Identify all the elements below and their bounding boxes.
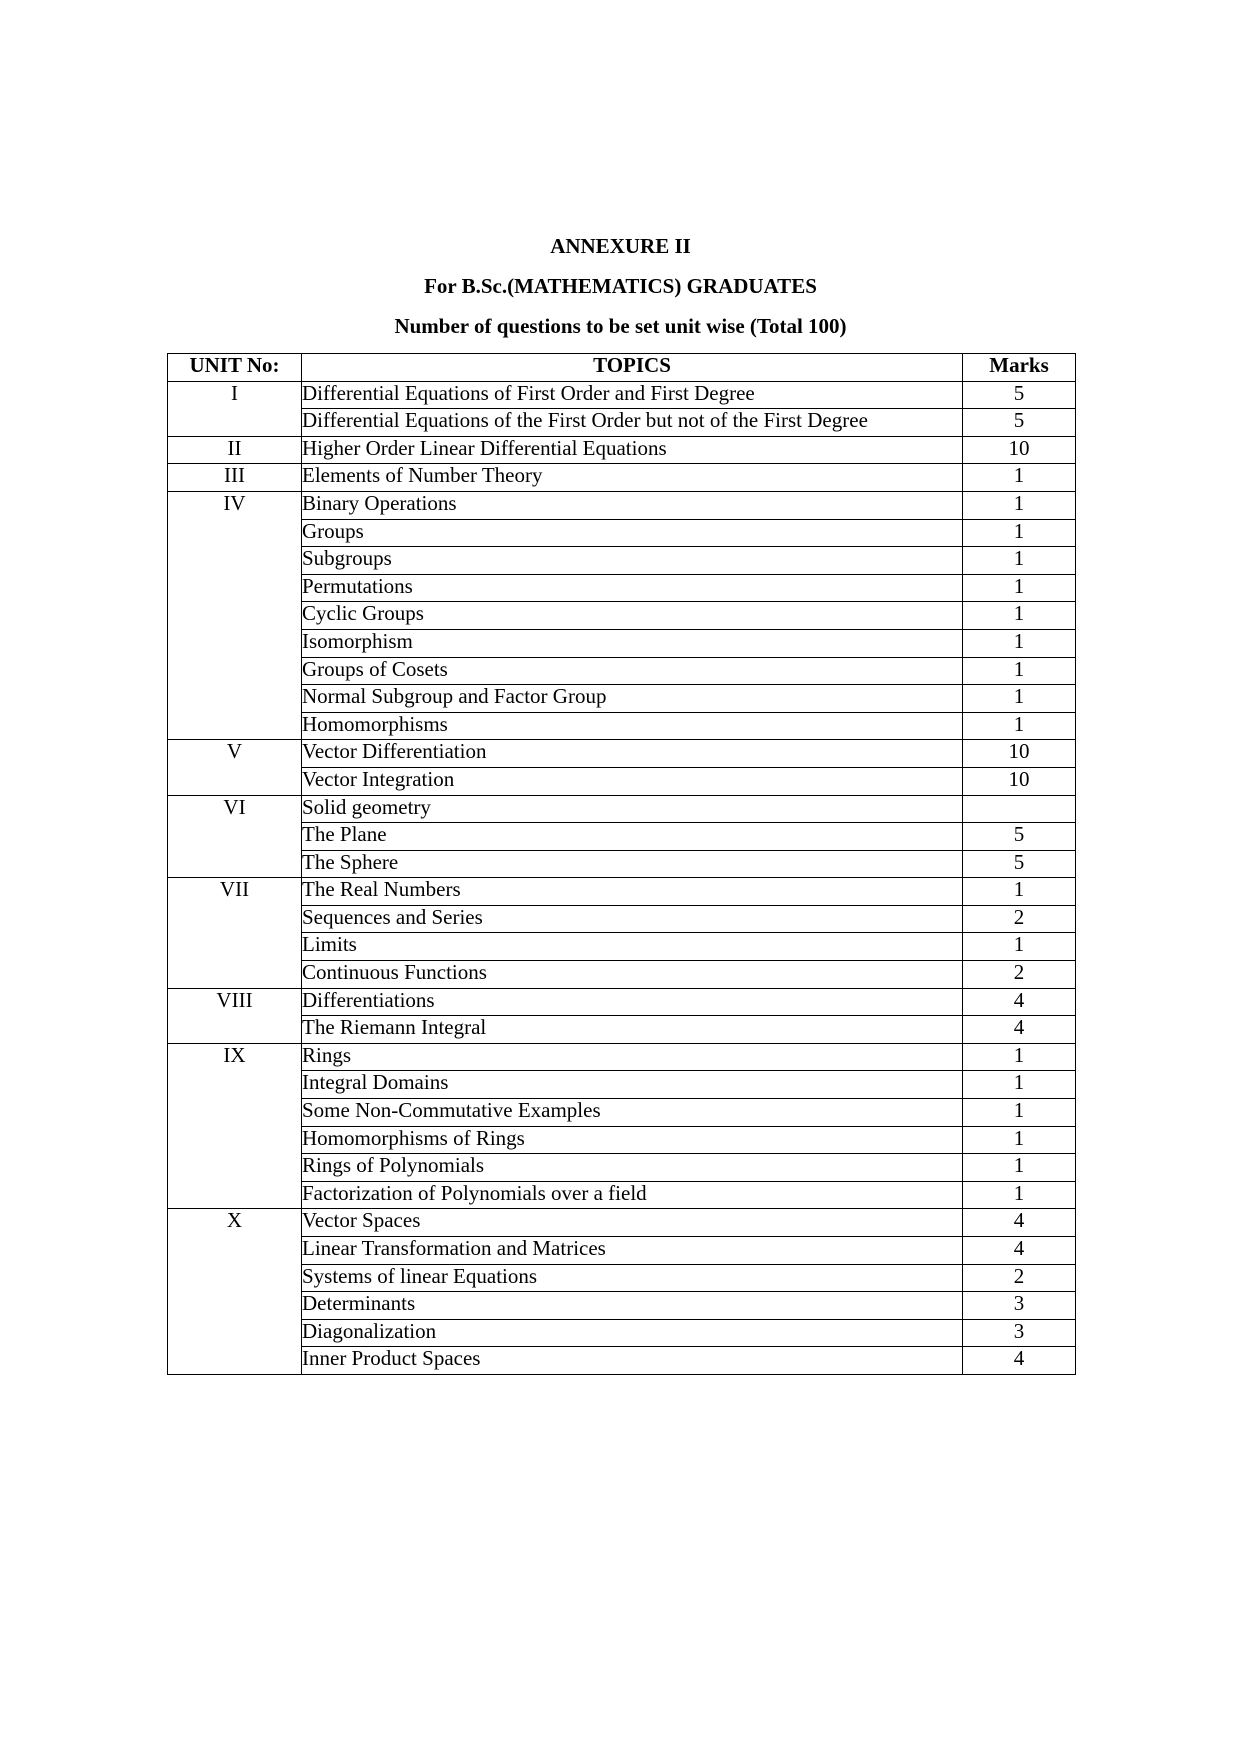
- unit-number: VI: [168, 795, 302, 878]
- topic-cell: Differential Equations of the First Order but not of the First Degree: [302, 409, 963, 437]
- unit-number: V: [168, 740, 302, 795]
- table-row: [168, 629, 1076, 657]
- unit-number: II: [168, 436, 302, 464]
- marks-cell: 4: [963, 1016, 1076, 1044]
- marks-cell: 1: [963, 519, 1076, 547]
- marks-cell: 5: [963, 823, 1076, 851]
- table-row: [168, 491, 1076, 519]
- marks-cell: 1: [963, 1126, 1076, 1154]
- topic-cell: Continuous Functions: [302, 961, 963, 989]
- table-row: [168, 1043, 1076, 1071]
- table-row: [168, 1016, 1076, 1044]
- marks-cell: 1: [963, 1154, 1076, 1182]
- table-row: [168, 1292, 1076, 1320]
- table-row: [168, 519, 1076, 547]
- marks-cell: 4: [963, 1237, 1076, 1265]
- marks-cell: 1: [963, 1043, 1076, 1071]
- table-row: [168, 905, 1076, 933]
- unit-number: IV: [168, 491, 302, 739]
- topic-cell: Diagonalization: [302, 1319, 963, 1347]
- unit-number: IX: [168, 1043, 302, 1209]
- topic-cell: Homomorphisms of Rings: [302, 1126, 963, 1154]
- table-row: [168, 795, 1076, 823]
- topic-cell: The Plane: [302, 823, 963, 851]
- table-row: [168, 657, 1076, 685]
- table-row: [168, 933, 1076, 961]
- marks-cell: 10: [963, 436, 1076, 464]
- topic-cell: Sequences and Series: [302, 905, 963, 933]
- table-row: [168, 1126, 1076, 1154]
- marks-column-header: Marks: [963, 354, 1076, 382]
- marks-cell: 1: [963, 629, 1076, 657]
- caption: Number of questions to be set unit wise (Total 100): [394, 314, 847, 338]
- marks-cell: 1: [963, 1071, 1076, 1099]
- table-row: [168, 850, 1076, 878]
- table-row: [168, 823, 1076, 851]
- marks-cell: 1: [963, 685, 1076, 713]
- marks-cell: 5: [963, 850, 1076, 878]
- topic-cell: Binary Operations: [302, 491, 963, 519]
- marks-cell: 1: [963, 878, 1076, 906]
- topic-cell: Differential Equations of First Order and First Degree: [302, 381, 963, 409]
- table-row: [168, 381, 1076, 409]
- topic-cell: Rings of Polynomials: [302, 1154, 963, 1182]
- marks-cell: 1: [963, 602, 1076, 630]
- topic-cell: Rings: [302, 1043, 963, 1071]
- table-row: [168, 1154, 1076, 1182]
- table-row: [168, 878, 1076, 906]
- table-row: [168, 712, 1076, 740]
- topic-cell: Permutations: [302, 574, 963, 602]
- syllabus-table: [167, 353, 1076, 1375]
- topic-cell: Subgroups: [302, 547, 963, 575]
- table-row: [168, 740, 1076, 768]
- marks-cell: 1: [963, 1099, 1076, 1127]
- marks-cell: 3: [963, 1319, 1076, 1347]
- table-row: [168, 1264, 1076, 1292]
- topic-cell: Vector Differentiation: [302, 740, 963, 768]
- marks-cell: 1: [963, 464, 1076, 492]
- topic-cell: Linear Transformation and Matrices: [302, 1237, 963, 1265]
- table-row: [168, 436, 1076, 464]
- marks-cell: 10: [963, 740, 1076, 768]
- topic-cell: Vector Integration: [302, 767, 963, 795]
- marks-cell: 2: [963, 905, 1076, 933]
- marks-cell: 4: [963, 1347, 1076, 1375]
- marks-cell: 1: [963, 574, 1076, 602]
- unit-number: VIII: [168, 988, 302, 1043]
- table-row: [168, 547, 1076, 575]
- table-row: [168, 1237, 1076, 1265]
- unit-column-header: UNIT No:: [168, 354, 302, 382]
- marks-cell: 4: [963, 988, 1076, 1016]
- topic-cell: Groups of Cosets: [302, 657, 963, 685]
- marks-cell: 1: [963, 1181, 1076, 1209]
- topic-cell: Solid geometry: [302, 795, 963, 823]
- marks-cell: [963, 795, 1076, 823]
- topic-cell: Cyclic Groups: [302, 602, 963, 630]
- table-row: [168, 1181, 1076, 1209]
- marks-cell: 1: [963, 933, 1076, 961]
- marks-cell: 5: [963, 409, 1076, 437]
- marks-cell: 2: [963, 961, 1076, 989]
- table-row: [168, 1099, 1076, 1127]
- subtitle: For B.Sc.(MATHEMATICS) GRADUATES: [424, 274, 817, 298]
- table-row: [168, 409, 1076, 437]
- unit-number: VII: [168, 878, 302, 988]
- annexure-title: ANNEXURE II: [550, 234, 691, 258]
- unit-number: I: [168, 381, 302, 436]
- table-header-row: [168, 354, 1076, 382]
- unit-number: III: [168, 464, 302, 492]
- table-row: [168, 988, 1076, 1016]
- topic-cell: Some Non-Commutative Examples: [302, 1099, 963, 1127]
- topic-cell: Vector Spaces: [302, 1209, 963, 1237]
- table-row: [168, 1347, 1076, 1375]
- marks-cell: 3: [963, 1292, 1076, 1320]
- topic-cell: The Sphere: [302, 850, 963, 878]
- topic-cell: The Riemann Integral: [302, 1016, 963, 1044]
- topics-column-header: TOPICS: [302, 354, 963, 382]
- table-row: [168, 464, 1076, 492]
- topic-cell: Inner Product Spaces: [302, 1347, 963, 1375]
- topic-cell: Differentiations: [302, 988, 963, 1016]
- marks-cell: 1: [963, 491, 1076, 519]
- table-row: [168, 602, 1076, 630]
- table-row: [168, 574, 1076, 602]
- table-row: [168, 1209, 1076, 1237]
- marks-cell: 10: [963, 767, 1076, 795]
- table-body: [168, 381, 1076, 1374]
- marks-cell: 2: [963, 1264, 1076, 1292]
- marks-cell: 4: [963, 1209, 1076, 1237]
- marks-cell: 5: [963, 381, 1076, 409]
- table-row: [168, 685, 1076, 713]
- topic-cell: The Real Numbers: [302, 878, 963, 906]
- marks-cell: 1: [963, 657, 1076, 685]
- table-row: [168, 767, 1076, 795]
- topic-cell: Limits: [302, 933, 963, 961]
- table-row: [168, 1071, 1076, 1099]
- topic-cell: Groups: [302, 519, 963, 547]
- topic-cell: Determinants: [302, 1292, 963, 1320]
- topic-cell: Isomorphism: [302, 629, 963, 657]
- topic-cell: Normal Subgroup and Factor Group: [302, 685, 963, 713]
- table-row: [168, 1319, 1076, 1347]
- topic-cell: Elements of Number Theory: [302, 464, 963, 492]
- topic-cell: Factorization of Polynomials over a field: [302, 1181, 963, 1209]
- topic-cell: Higher Order Linear Differential Equations: [302, 436, 963, 464]
- marks-cell: 1: [963, 547, 1076, 575]
- table-row: [168, 961, 1076, 989]
- topic-cell: Systems of linear Equations: [302, 1264, 963, 1292]
- marks-cell: 1: [963, 712, 1076, 740]
- unit-number: X: [168, 1209, 302, 1375]
- topic-cell: Integral Domains: [302, 1071, 963, 1099]
- topic-cell: Homomorphisms: [302, 712, 963, 740]
